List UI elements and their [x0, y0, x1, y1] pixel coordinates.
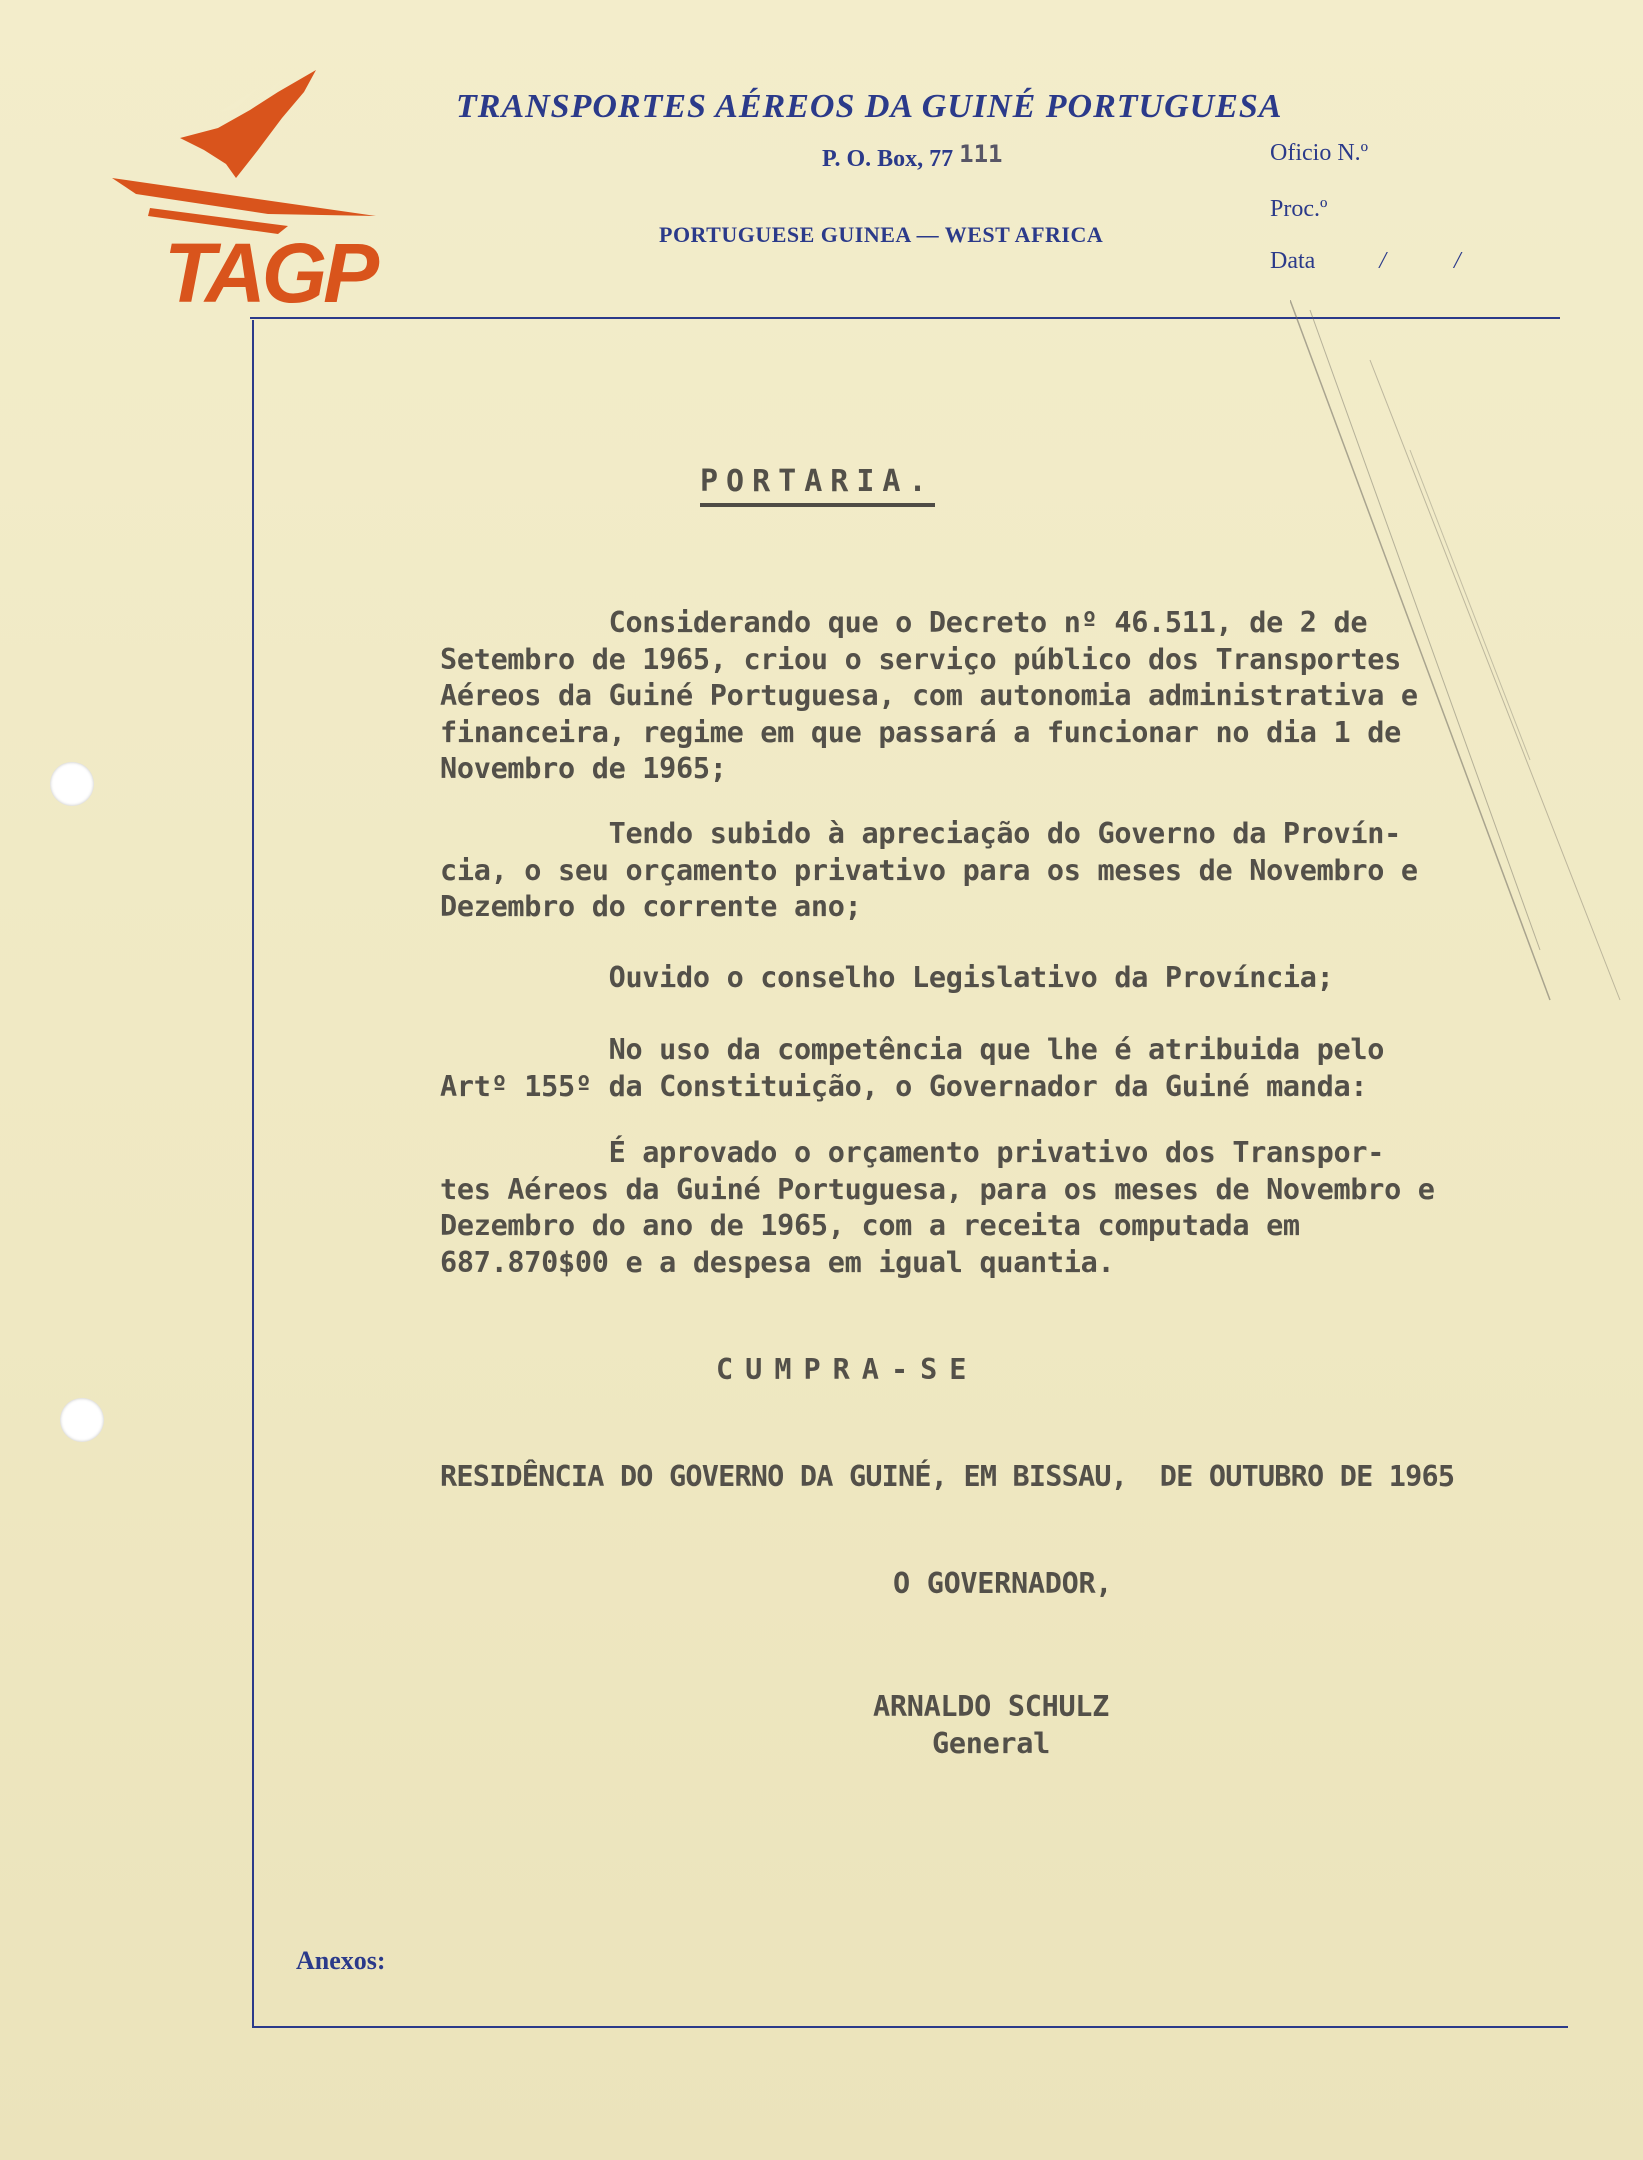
text-line: É aprovado o orçamento privativo dos Transpor-: [440, 1136, 1385, 1169]
logo-text: TAGP: [164, 226, 376, 314]
paragraph-tendo: [440, 816, 1418, 926]
frame-bottom-rule: [254, 2026, 1568, 2028]
date-separator-2: /: [1453, 248, 1461, 274]
data-field: [1270, 248, 1461, 275]
signer-rank: General: [932, 1726, 1051, 1760]
document-title: PORTARIA.: [700, 464, 935, 507]
po-box-label: P. O. Box,: [822, 146, 924, 172]
binder-hole: [60, 1398, 104, 1442]
text-line: Aéreos da Guiné Portuguesa, com autonomia administrativa e: [440, 679, 1418, 712]
text-line: Considerando que o Decreto nº 46.511, de 2 de: [440, 606, 1368, 639]
frame-left-rule: [252, 320, 254, 2028]
paragraph-aprovado: [440, 1135, 1435, 1281]
anexos-label: Anexos:: [296, 1946, 386, 1975]
date-separator-1: /: [1379, 248, 1386, 274]
text-line: Setembro de 1965, criou o serviço público dos Transportes: [440, 642, 1401, 676]
governador-label: O GOVERNADOR,: [893, 1567, 1113, 1600]
residencia-line: RESIDÊNCIA DO GOVERNO DA GUINÉ, EM BISSAU, DE OUTUBRO DE 1965: [440, 1460, 1455, 1493]
text-line: No uso da competência que lhe é atribuida pelo: [440, 1033, 1385, 1066]
po-box-number: 77: [929, 146, 954, 172]
text-line: Ouvido o conselho Legislativo da Província;: [440, 961, 1334, 994]
proc-label: Proc.º: [1270, 196, 1328, 222]
text-line: tes Aéreos da Guiné Portuguesa, para os meses de Novembro e: [440, 1172, 1435, 1206]
oficio-label: Oficio N.º: [1270, 140, 1369, 166]
binder-hole: [50, 762, 94, 806]
text-line: Dezembro do corrente ano;: [440, 890, 862, 923]
signer-name: ARNALDO SCHULZ: [873, 1690, 1110, 1723]
text-line: Dezembro do ano de 1965, com a receita computada em: [440, 1209, 1300, 1242]
text-line: 687.870$00 e a despesa em igual quantia.: [440, 1245, 1115, 1279]
paper-scratch-marks: [1290, 300, 1630, 1060]
text-line: Artº 155º da Constituição, o Governador da Guiné manda:: [440, 1069, 1368, 1103]
cumpra-se: CUMPRA-SE: [716, 1353, 979, 1386]
data-label: Data: [1270, 248, 1316, 274]
paragraph-ouvido: [440, 960, 1334, 997]
text-line: financeira, regime em que passará a funcionar no dia 1 de: [440, 715, 1401, 749]
country-line: PORTUGUESE GUINEA — WEST AFRICA: [659, 222, 1104, 247]
po-box-stamp: 111: [959, 140, 1003, 168]
paragraph-no-uso: [440, 1032, 1384, 1105]
signature-block: [873, 1689, 1109, 1762]
bird-wing-shape: [180, 70, 316, 178]
paragraph-considerando: [440, 605, 1418, 788]
text-line: Tendo subido à apreciação do Governo da Provín-: [440, 817, 1401, 850]
text-line: Novembro de 1965;: [440, 752, 727, 785]
tagp-logo: [108, 66, 380, 314]
wing-stripe: [220, 88, 258, 112]
text-line: cia, o seu orçamento privativo para os meses de Novembro e: [440, 853, 1418, 887]
company-name: TRANSPORTES AÉREOS DA GUINÉ PORTUGUESA: [456, 88, 1283, 125]
po-box: [822, 140, 1003, 173]
